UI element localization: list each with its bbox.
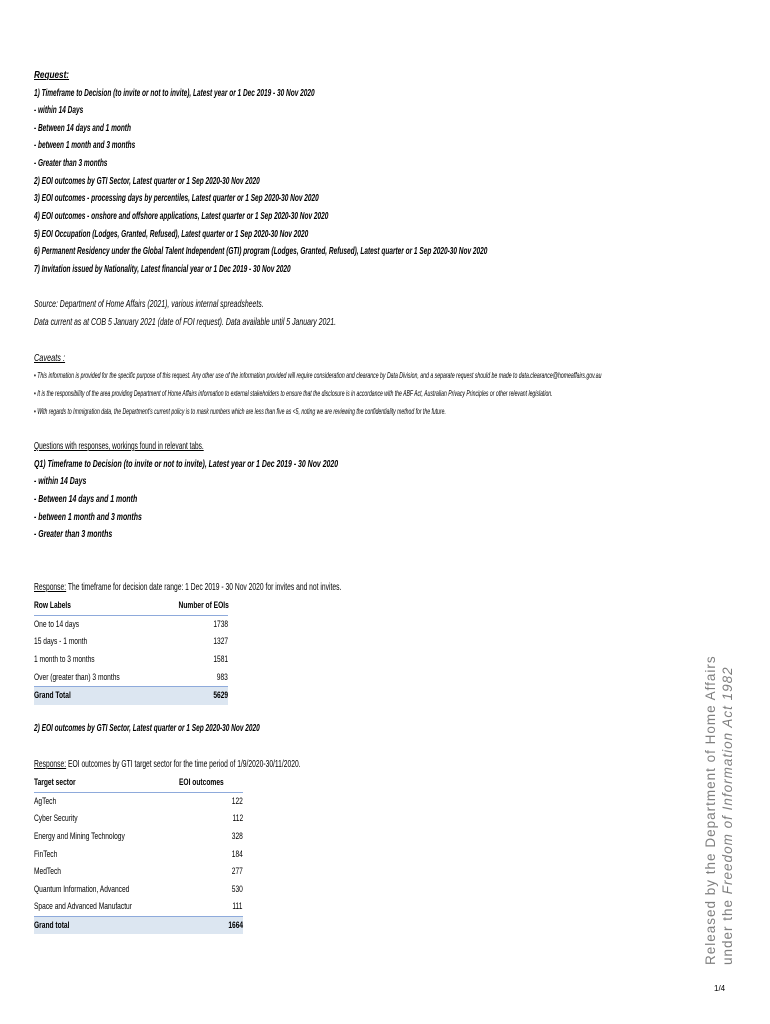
request-item: 5) EOI Occupation (Lodges, Granted, Refused), Latest quarter or 1 Sep 2020-30 Nov 2020: [34, 228, 309, 240]
request-item: - Between 14 days and 1 month: [34, 122, 131, 134]
eoi-timeframe-table: [34, 597, 228, 705]
foi-release-watermark: [702, 655, 736, 965]
question-item: - between 1 month and 3 months: [34, 511, 142, 523]
table-row: Over (greater than) 3 months 983: [34, 671, 229, 683]
table-row: Cyber Security 112: [34, 813, 243, 825]
caveat-item: • It is the responsibility of the area providing Department of Home Affairs information to external stakeholders to ensure that the disclosure is in accordance with the ABF Act, Australian Privacy Principles or other relevant legislation.: [34, 388, 553, 398]
table-row: 1 month to 3 months 1581: [34, 654, 229, 666]
request-item: - within 14 Days: [34, 104, 84, 116]
watermark-line-1: Released by the Department of Home Affairs: [703, 655, 718, 965]
source-line: Source: Department of Home Affairs (2021), various internal spreadsheets.: [34, 298, 264, 310]
table-header-row: [34, 774, 243, 792]
table-header-row: [34, 597, 228, 615]
caveats-heading: Caveats :: [34, 352, 66, 364]
response-text: The timeframe for decision date range: 1 Dec 2019 - 30 Nov 2020 for invites and not invites.: [66, 581, 342, 593]
watermark-line-2: under the Freedom of Information Act 1982: [720, 666, 735, 965]
request-item: 1) Timeframe to Decision (to invite or not to invite), Latest year or 1 Dec 2019 - 30 Nov 2020: [34, 87, 315, 99]
source-line: Data current as at COB 5 January 2021 (date of FOI request). Data available until 5 January 2021.: [34, 316, 337, 328]
question-item: Q1) Timeframe to Decision (to invite or not to invite), Latest year or 1 Dec 2019 - 30 Nov 2020: [34, 458, 339, 470]
table-row: FinTech 184: [34, 848, 243, 860]
question-2: 2) EOI outcomes by GTI Sector, Latest quarter or 1 Sep 2020-30 Nov 2020: [34, 722, 260, 734]
response-1: [34, 579, 514, 595]
question-item: - Between 14 days and 1 month: [34, 493, 138, 505]
question-item: - within 14 Days: [34, 475, 87, 487]
table-total-row: Grand Total 5629: [34, 686, 228, 704]
request-heading: Request:: [34, 69, 70, 81]
column-header: Row Labels: [34, 597, 157, 615]
request-item: 2) EOI outcomes by GTI Sector, Latest quarter or 1 Sep 2020-30 Nov 2020: [34, 175, 260, 187]
table-row: Quantum Information, Advanced 530: [34, 883, 243, 895]
question-item: - Greater than 3 months: [34, 528, 113, 540]
response-text: EOI outcomes by GTI target sector for the time period of 1/9/2020-30/11/2020.: [66, 758, 301, 770]
eoi-sector-table: [34, 774, 243, 934]
table-row: AgTech 122: [34, 795, 243, 807]
page-number: 1/4: [714, 984, 726, 993]
request-item: 4) EOI outcomes - onshore and offshore applications, Latest quarter or 1 Sep 2020-30 Nov 2020: [34, 210, 329, 222]
response-label: Response:: [34, 581, 67, 593]
request-item: - Greater than 3 months: [34, 157, 108, 169]
request-item: - between 1 month and 3 months: [34, 139, 136, 151]
request-item: 7) Invitation issued by Nationality, Latest financial year or 1 Dec 2019 - 30 Nov 2020: [34, 263, 291, 275]
table-row: One to 14 days 1738: [34, 618, 229, 630]
column-header: Number of EOIs: [157, 597, 229, 615]
column-header: EOI outcomes: [174, 774, 243, 792]
table-row: 15 days - 1 month 1327: [34, 636, 229, 648]
table-row: MedTech 277: [34, 866, 243, 878]
questions-heading: Questions with responses, workings found in relevant tabs.: [34, 440, 204, 452]
response-label: Response:: [34, 758, 67, 770]
column-header: Target sector: [34, 774, 174, 792]
table-row: Energy and Mining Technology 328: [34, 831, 243, 843]
response-2: [34, 756, 451, 772]
request-item: 3) EOI outcomes - processing days by percentiles, Latest quarter or 1 Sep 2020-30 Nov 2020: [34, 192, 319, 204]
caveat-item: • This information is provided for the specific purpose of this request. Any other use of the information provided will require consideration and clearance by Data Division, and a separate request should be made to data.clearance@homeaffairs.gov.au: [34, 370, 602, 380]
table-row: Space and Advanced Manufactur 111: [34, 901, 243, 913]
table-total-row: Grand total 1664: [34, 916, 243, 934]
caveat-item: • With regards to Immigration data, the Department's current policy is to mask numbers which are less than five as <5, noting we are reviewing the confidentiality method for the future.: [34, 406, 446, 416]
request-item: 6) Permanent Residency under the Global Talent Independent (GTI) program (Lodges, Granted, Refused), Latest quarter or 1 Sep 2020-30 Nov 2020: [34, 245, 488, 257]
